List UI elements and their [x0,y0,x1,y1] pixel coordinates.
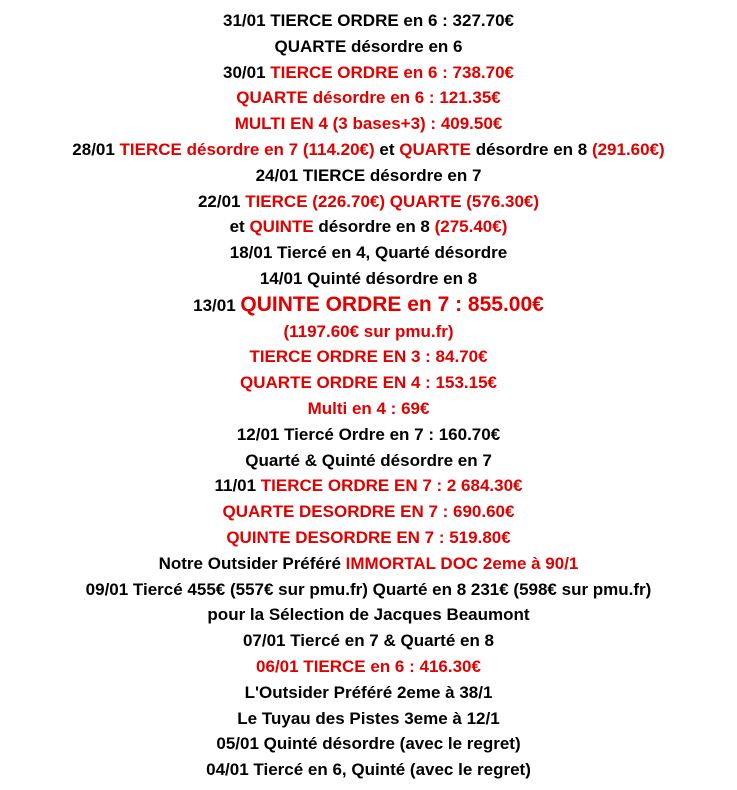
result-text: QUINTE DESORDRE EN 7 : 519.80€ [226,527,511,547]
result-text: TIERCE ORDRE en 6 : 738.70€ [270,62,515,82]
result-line [0,706,737,732]
result-text: Quarté & Quinté désordre en 7 [245,450,492,470]
result-line [0,473,737,499]
result-line [0,370,737,396]
result-line [0,628,737,654]
result-line [0,266,737,292]
result-text: 28/01 [72,139,120,159]
result-text: Notre Outsider Préféré [158,553,346,573]
result-text: 24/01 TIERCE désordre en 7 [255,165,482,185]
result-text: 09/01 Tiercé 455€ (557€ sur pmu.fr) Quarté en 8 231€ (598€ sur pmu.fr) [85,579,652,599]
result-line [0,85,737,111]
result-line [0,137,737,163]
result-text: Le Tuyau des Pistes 3eme à 12/1 [237,708,500,728]
result-line [0,654,737,680]
result-text: (1197.60€ sur pmu.fr) [283,321,454,341]
result-text: (275.40€) [434,217,508,237]
result-text: 18/01 Tiercé en 4, Quarté désordre [229,243,508,263]
result-line [0,240,737,266]
result-text: MULTI EN 4 (3 bases+3) : 409.50€ [234,114,503,134]
result-line [0,344,737,370]
result-line [0,60,737,86]
result-line [0,396,737,422]
result-line [0,448,737,474]
result-text: 22/01 [197,191,246,211]
result-text: pour la Sélection de Jacques Beaumont [207,605,530,625]
result-line [0,577,737,603]
result-line [0,189,737,215]
result-text: désordre en 8 [313,217,435,237]
result-line [0,34,737,60]
result-text: (291.60€) [591,139,665,159]
result-line [0,602,737,628]
result-text: QUINTE ORDRE en 7 : 855.00€ [240,292,544,316]
result-line [0,680,737,706]
result-text: Multi en 4 : 69€ [307,398,430,418]
result-line [0,731,737,757]
result-text: QUARTE ORDRE EN 4 : 153.15€ [240,373,497,393]
result-text: 07/01 Tiercé en 7 & Quarté en 8 [242,631,495,651]
result-text: TIERCE ORDRE EN 7 : 2 684.30€ [260,476,523,496]
result-line [0,757,737,783]
result-text: 05/01 Quinté désordre (avec le regret) [216,734,521,754]
result-line [0,292,737,319]
result-text: TIERCE ORDRE EN 3 : 84.70€ [249,347,488,367]
result-text: TIERCE (226.70€) QUARTE (576.30€) [245,191,540,211]
result-text: 06/01 TIERCE en 6 : 416.30€ [256,656,481,676]
result-text: IMMORTAL DOC 2eme à 90/1 [345,553,579,573]
result-text: TIERCE désordre en 7 (114.20€) [119,139,375,159]
result-text: L'Outsider Préféré 2eme à 38/1 [244,682,493,702]
result-text: 12/01 Tiercé Ordre en 7 : 160.70€ [236,424,501,444]
result-line [0,8,737,34]
result-line [0,163,737,189]
result-text: 31/01 TIERCE ORDRE en 6 : 327.70€ [222,11,515,30]
result-text: QUARTE désordre en 6 [274,36,463,56]
result-line [0,111,737,137]
result-text: QUINTE [249,217,314,237]
result-text: désordre en 8 [471,139,592,159]
result-text: et [374,139,400,159]
result-text: 13/01 [193,295,241,315]
result-text: et [229,217,250,237]
result-text: 30/01 [222,62,271,82]
result-line [0,214,737,240]
result-line [0,551,737,577]
result-line [0,499,737,525]
result-text: 04/01 Tiercé en 6, Quinté (avec le regret) [206,760,531,780]
result-line [0,422,737,448]
result-line [0,525,737,551]
result-text: QUARTE désordre en 6 : 121.35€ [236,88,501,108]
result-line [0,319,737,345]
result-text: QUARTE DESORDRE EN 7 : 690.60€ [222,502,515,522]
result-text: 14/01 Quinté désordre en 8 [259,268,478,288]
result-text: QUARTE [399,139,471,159]
result-text: 11/01 [214,476,261,496]
